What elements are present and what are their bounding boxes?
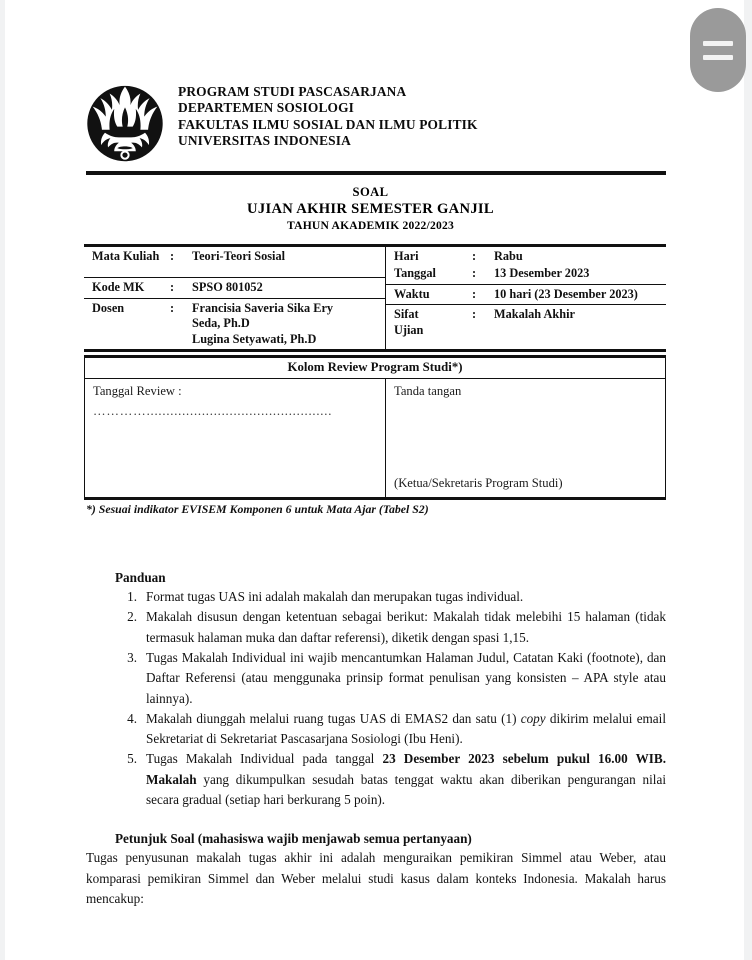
signature-label: Tanda tangan [394,384,462,399]
review-date-cell[interactable] [85,379,385,497]
title-line-soal: SOAL [352,185,389,199]
institution-line-3: FAKULTAS ILMU SOSIAL DAN ILMU POLITIK [178,116,478,132]
guidance-item-2: Makalah disusun dengan ketentuan sebagai berikut: Makalah tidak melebihi 15 halaman (tidak termasuk halaman muka dan daftar referensi), diketik dengan spasi 1,15. [146,609,666,645]
guidance-item-4 [146,709,666,750]
guidance-item-3: Tugas Makalah Individual ini wajib mencantumkan Halaman Judul, Catatan Kaki (footnote), dan Daftar Referensi (atau menggunaka prinsip format penulisan yang konsisten – APA style atau lainnya). [146,649,666,706]
letterhead [0,0,752,162]
guidance-item-1: Format tugas UAS ini adalah makalah dan merupakan tugas individual. [146,589,524,605]
guidance-item-5 [146,749,666,810]
header-divider [86,171,666,175]
value-hari: Rabu [494,249,523,263]
value-kode-mk: SPSO 801052 [192,280,263,295]
review-date-label: Tanggal Review : [93,384,182,399]
colon-tanggal: : [472,266,477,281]
row-hari [386,247,666,266]
label-waktu: Waktu [394,286,430,301]
instructions-heading: Petunjuk Soal (mahasiswa wajib menjawab semua pertanyaan) [115,831,472,847]
review-date-dotted-line: …………............................................... [93,404,333,419]
signature-cell[interactable] [386,379,665,497]
label-sifat: Sifat [394,307,419,322]
universitas-indonesia-makara-logo-icon [86,82,164,162]
label-tanggal: Tanggal [394,266,436,281]
value-waktu: 10 hari (23 Desember 2023) [494,286,638,301]
colon-hari: : [472,249,477,263]
row-sifat-ujian [386,304,666,340]
guidance-heading: Panduan [115,570,166,586]
guidance-item-5-bold: 23 Desember 2023 sebelum pukul 16.00 WIB. Makalah [146,751,666,787]
institution-lines [178,80,478,150]
guidance-item-4-italic: copy [520,710,546,726]
value-dosen-line-3: Lugina Setyawati, Ph.D [192,331,317,346]
review-table-header: Kolom Review Program Studi*) [85,358,665,379]
colon-mata-kuliah: : [170,249,175,263]
value-tanggal: 13 Desember 2023 [494,266,590,281]
label-sifat-ujian [394,307,472,338]
colon-dosen: : [170,300,175,315]
course-info-left-column [84,247,385,349]
label-hari: Hari [394,249,419,263]
row-kode-mk [84,277,385,297]
guidance-list [115,587,666,810]
title-line-academic-year: TAHUN AKADEMIK 2022/2023 [287,219,454,232]
guidance-item-5-pre: Tugas Makalah Individual pada tanggal [146,751,383,767]
value-sifat-ujian: Makalah Akhir [494,307,575,322]
colon-waktu: : [472,286,477,301]
hamburger-icon-bar-2 [703,55,733,60]
course-info-table [84,244,666,352]
value-dosen-line-1: Francisia Saveria Sika Ery [192,300,334,315]
institution-line-2: DEPARTEMEN SOSIOLOGI [178,100,355,116]
guidance-item-5-post: yang dikumpulkan sesudah batas tenggat waktu akan diberikan pengurangan nilai secara gradual (setiap hari berkurang 5 poin). [146,771,666,807]
document-title-block [0,184,752,233]
program-review-table [84,355,666,500]
row-mata-kuliah [84,247,385,266]
institution-line-4: UNIVERSITAS INDONESIA [178,133,351,149]
value-dosen [192,301,385,347]
colon-kode-mk: : [170,280,175,295]
signature-caption: (Ketua/Sekretaris Program Studi) [394,476,563,491]
value-mata-kuliah: Teori-Teori Sosial [192,249,286,263]
label-ujian: Ujian [394,322,424,337]
content-area [86,517,666,909]
left-spacer-1 [84,266,385,277]
value-dosen-line-2: Seda, Ph.D [192,316,250,331]
row-tanggal [386,266,666,283]
label-mata-kuliah: Mata Kuliah [92,249,160,263]
hamburger-icon-bar-1 [703,41,733,46]
label-dosen: Dosen [92,300,125,315]
guidance-item-4-post: dikirim melalui email Sekretariat di Sekretariat Pascasarjana Sosiologi (Ibu Heni). [146,710,666,747]
institution-line-1: PROGRAM STUDI PASCASARJANA [178,84,407,99]
menu-toggle-button[interactable] [690,8,746,92]
course-info-right-column [386,247,666,349]
title-line-exam: UJIAN AKHIR SEMESTER GANJIL [247,201,494,217]
row-dosen [84,298,385,349]
instructions-body: Tugas penyusunan makalah tugas akhir ini adalah menguraikan pemikiran Simmel atau Weber, atau komparasi pemikiran Simmel dan Weber melalui studi kasus dalam konteks Indonesia. Makalah harus mencakup: [86,850,666,906]
row-waktu [386,284,666,304]
guidance-item-4-pre: Makalah diunggah melalui ruang tugas UAS di EMAS2 dan satu (1) [146,710,521,726]
table-footnote: *) Sesuai indikator EVISEM Komponen 6 untuk Mata Ajar (Tabel S2) [86,502,429,517]
colon-sifat-ujian: : [472,307,477,322]
label-kode-mk: Kode MK [92,280,145,295]
